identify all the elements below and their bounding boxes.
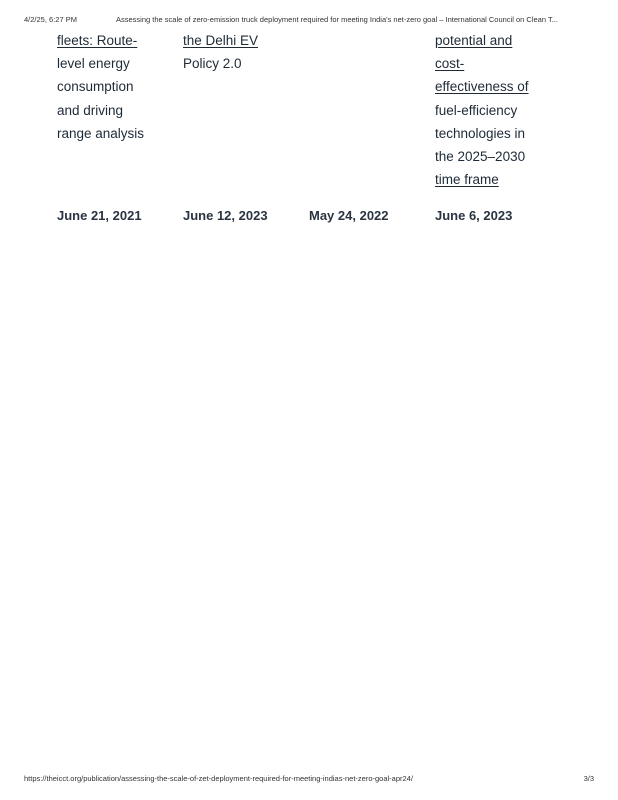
article-date-3: May 24, 2022	[309, 208, 389, 223]
print-header	[24, 14, 594, 26]
article-card-4: potential and cost- effectiveness of fuel-efficiency technologies in the 2025–2030 time frame	[435, 29, 553, 191]
print-timestamp: 4/2/25, 6:27 PM	[24, 15, 77, 24]
article-title-link-4-end[interactable]: time frame	[435, 172, 499, 188]
print-page-url: https://theicct.org/publication/assessing-the-scale-of-zet-deployment-required-for-meeting-indias-net-zero-goal-apr24/	[24, 774, 413, 783]
article-title-link-2[interactable]: the Delhi EV	[183, 33, 259, 48]
article-dates-row	[57, 205, 567, 227]
article-title-link-1[interactable]: fleets: Route-	[57, 33, 138, 48]
article-title-link-4[interactable]: potential and cost- effectiveness of	[435, 33, 529, 95]
print-page-title: Assessing the scale of zero-emission truck deployment required for meeting India's net-zero goal – International Council on Clean T...	[116, 15, 558, 24]
article-card-2: the Delhi EV Policy 2.0	[183, 29, 301, 75]
print-page-number: 3/3	[583, 774, 594, 783]
article-date-2: June 12, 2023	[183, 208, 268, 223]
article-date-4: June 6, 2023	[435, 208, 513, 223]
article-card-1: fleets: Route- level energy consumption and driving range analysis	[57, 29, 175, 145]
print-footer	[24, 773, 594, 785]
article-date-1: June 21, 2021	[57, 208, 142, 223]
